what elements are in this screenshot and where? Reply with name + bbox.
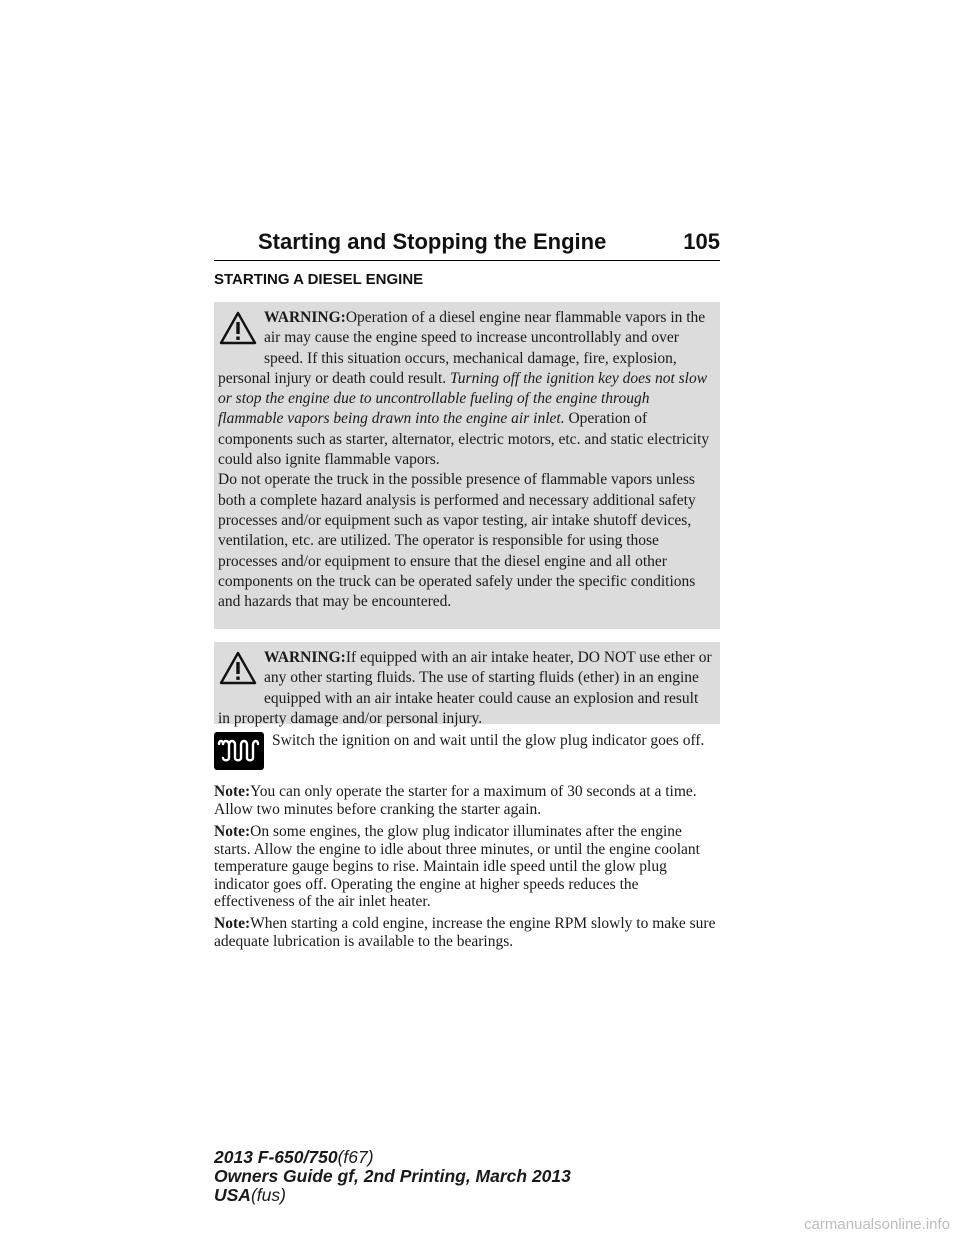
warning-paragraph-2: Do not operate the truck in the possible presence of flammable vapors unless both a complete hazard analysis is performed and necessary additional safety processes and/or equipment such as vapor testing, air intake shutoff devices, ventilation, etc. are utilized. The operator is responsible for using those processes and/or equipment to ensure that the diesel engine and all other components on the truck can be operated safely under the specific conditions and hazards that may be encountered. [218,471,696,611]
warning-paragraph [218,648,712,729]
note-starter-limit [214,783,720,818]
note-text: You can only operate the starter for a maximum of 30 seconds at a time. Allow two minutes before cranking the starter again. [214,783,697,818]
warning-text: Operation of a diesel engine near flammable vapors in the air may cause the engine speed to increase uncontrollably and over speed. If this situation occurs, mechanical damage, fire, explosion, personal injury or death could result. [218,309,706,387]
warning-italic-text: Turning off the ignition key does not slow or stop the engine due to uncontrollable fueling of the engine through flammable vapors being drawn into the engine air inlet. [218,369,708,428]
note-label: Note: [214,783,251,800]
warning-box-starting-fluids [214,642,720,727]
page-footer [214,1148,734,1205]
section-heading: STARTING A DIESEL ENGINE [214,271,424,288]
warning-text: If equipped with an air intake heater, DO NOT use ether or any other starting fluids. The use of starting fluids (ether) in an engine equipped with an air intake heater could cause an explosion and result in property damage and/or personal injury. [218,649,712,727]
footer-line-model: 2013 F-650/750(f67) [214,1147,374,1167]
page-number: 105 [683,229,720,254]
glow-plug-indicator-icon [214,732,264,770]
note-text: On some engines, the glow plug indicator illuminates after the engine starts. Allow the engine to idle about three minutes, or until the engine coolant temperature gauge begins to rise. Maintain idle speed until the glow plug indicator goes off. Operating the engine at higher speeds reduces the effectiveness of the air inlet heater. [214,823,700,911]
footer-line-edition: Owners Guide gf, 2nd Printing, March 2013 [214,1166,571,1186]
note-label: Note: [214,915,251,932]
warning-triangle-icon [218,650,260,690]
warning-label: WARNING: [264,649,346,666]
glow-plug-text: Switch the ignition on and wait until the glow plug indicator goes off. [272,732,705,749]
page-header [214,228,720,261]
note-cold-engine [214,915,720,950]
warning-text-continued: Operation of components such as starter, alternator, electric motors, etc. and static electricity could also ignite flammable vapors. [218,410,710,469]
warning-triangle-icon [218,310,260,350]
warning-box-flammable-vapors [214,302,720,629]
note-glow-plug-illumination [214,823,720,911]
site-watermark: carmanualsonline.info [804,1216,950,1233]
warning-paragraph [218,308,712,470]
warning-label: WARNING: [264,309,346,326]
footer-line-market: USA(fus) [214,1185,286,1205]
glow-plug-instruction [214,732,720,772]
note-label: Note: [214,823,251,840]
chapter-title: Starting and Stopping the Engine [258,229,607,254]
note-text: When starting a cold engine, increase the engine RPM slowly to make sure adequate lubrication is available to the bearings. [214,915,716,950]
